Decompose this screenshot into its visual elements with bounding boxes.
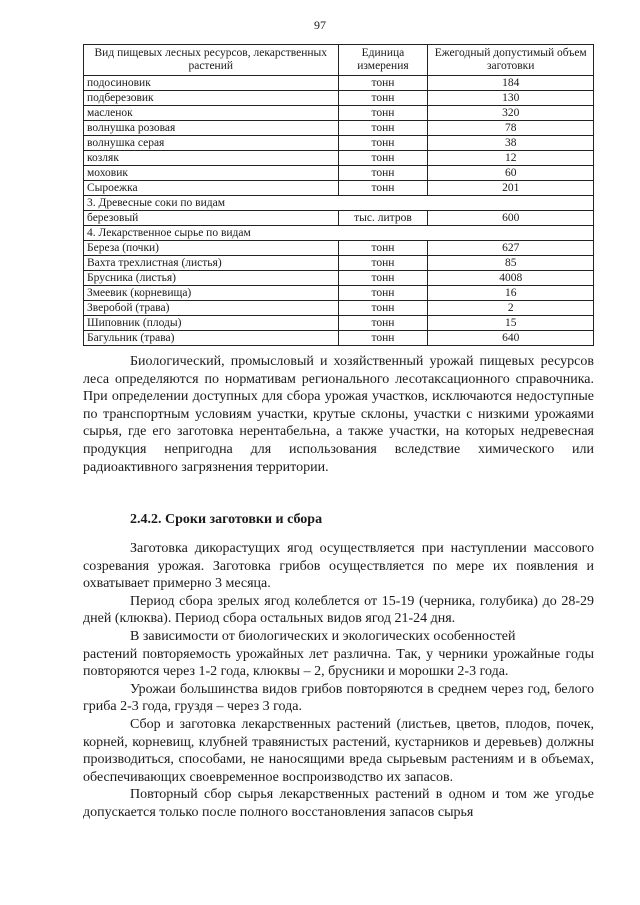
section-label: 4. Лекарственное сырье по видам <box>84 226 594 241</box>
volume-cell: 60 <box>428 166 594 181</box>
section-label: 3. Древесные соки по видам <box>84 196 594 211</box>
unit-cell: тонн <box>338 121 428 136</box>
paragraph: В зависимости от биологических и экологических особенностей <box>130 628 516 644</box>
volume-cell: 320 <box>428 106 594 121</box>
unit-cell: тонн <box>338 331 428 346</box>
table-row <box>84 211 594 226</box>
volume-cell: 640 <box>428 331 594 346</box>
unit-cell: тонн <box>338 181 428 196</box>
page-number: 97 <box>314 18 326 32</box>
paragraph: Повторный сбор сырья лекарственных растений в одном и том же угодье допускается только после полного восстановления запасов сырья <box>83 787 594 820</box>
volume-cell: 4008 <box>428 271 594 286</box>
table-row <box>84 256 594 271</box>
resource-name: подберезовик <box>84 91 339 106</box>
header-unit: Единица измерения <box>338 45 428 76</box>
volume-cell: 130 <box>428 91 594 106</box>
resource-name: подосиновик <box>84 76 339 91</box>
volume-cell: 85 <box>428 256 594 271</box>
paragraph-block-1 <box>83 353 594 476</box>
table-row <box>84 106 594 121</box>
table-section-row <box>84 226 594 241</box>
volume-cell: 627 <box>428 241 594 256</box>
unit-cell: тонн <box>338 166 428 181</box>
volume-cell: 38 <box>428 136 594 151</box>
resource-name: Зверобой (трава) <box>84 301 339 316</box>
resource-name: масленок <box>84 106 339 121</box>
resource-name: Сыроежка <box>84 181 339 196</box>
unit-cell: тонн <box>338 106 428 121</box>
paragraph: Сбор и заготовка лекарственных растений (листьев, цветов, плодов, почек, корней, корневищ, клубней травянистых растений, кустарников и деревьев) должны производиться, способами, не наносящими вреда сырьевым растениям и в объемах, обеспечивающих своевременное воспроизводство их запасов. <box>83 716 594 785</box>
table-row <box>84 271 594 286</box>
paragraph-block-2 <box>83 540 594 822</box>
table-header-row <box>84 45 594 76</box>
unit-cell: тонн <box>338 151 428 166</box>
resource-name: Багульник (трава) <box>84 331 339 346</box>
table-row <box>84 166 594 181</box>
unit-cell: тонн <box>338 91 428 106</box>
table-row <box>84 76 594 91</box>
volume-cell: 184 <box>428 76 594 91</box>
unit-cell: тонн <box>338 301 428 316</box>
unit-cell: тонн <box>338 256 428 271</box>
volume-cell: 2 <box>428 301 594 316</box>
resource-name: Шиповник (плоды) <box>84 316 339 331</box>
table-row <box>84 121 594 136</box>
unit-cell: тонн <box>338 271 428 286</box>
paragraph-yield: Биологический, промысловый и хозяйственный урожай пищевых ресурсов леса определяются по нормативам регионального лесотаксационного справочника. При определении доступных для сбора урожая участков, исключаются недоступные по транспортным условиям участки, крутые склоны, участки с низкими урожаями сырья, где его заготовка нерентабельна, а также участки, на которых недревесная продукция непригодна для использования вследствие химического или радиоактивного загрязнения территории. <box>83 354 594 475</box>
section-heading: 2.4.2. Сроки заготовки и сбора <box>130 512 323 527</box>
resources-table <box>83 44 594 346</box>
resource-name: волнушка серая <box>84 136 339 151</box>
table-row <box>84 316 594 331</box>
paragraph: Урожаи большинства видов грибов повторяются в среднем через год, белого гриба 2-3 года, груздя – через 3 года. <box>83 681 594 715</box>
unit-cell: тонн <box>338 241 428 256</box>
volume-cell: 201 <box>428 181 594 196</box>
unit-cell: тонн <box>338 76 428 91</box>
volume-cell: 15 <box>428 316 594 331</box>
resource-name: Змеевик (корневища) <box>84 286 339 301</box>
header-annual-volume: Ежегодный допустимый объем заготовки <box>428 45 594 76</box>
resource-name: Вахта трехлистная (листья) <box>84 256 339 271</box>
resource-name: березовый <box>84 211 339 226</box>
resource-name: козляк <box>84 151 339 166</box>
resource-name: Береза (почки) <box>84 241 339 256</box>
resource-name: моховик <box>84 166 339 181</box>
volume-cell: 600 <box>428 211 594 226</box>
table-row <box>84 91 594 106</box>
table-row <box>84 241 594 256</box>
table-row <box>84 151 594 166</box>
unit-cell: тонн <box>338 316 428 331</box>
table-row <box>84 301 594 316</box>
table-row <box>84 286 594 301</box>
volume-cell: 12 <box>428 151 594 166</box>
unit-cell: тыс. литров <box>338 211 428 226</box>
table-row <box>84 181 594 196</box>
table-row <box>84 331 594 346</box>
resource-name: волнушка розовая <box>84 121 339 136</box>
table-section-row <box>84 196 594 211</box>
unit-cell: тонн <box>338 136 428 151</box>
paragraph: Заготовка дикорастущих ягод осуществляется при наступлении массового созревания урожая. Заготовка грибов осуществляется по мере их появления и охватывает примерно 3 месяца. <box>83 541 594 592</box>
header-resource-type: Вид пищевых лесных ресурсов, лекарственных растений <box>84 45 339 76</box>
table-body <box>84 76 594 346</box>
table-row <box>84 136 594 151</box>
unit-cell: тонн <box>338 286 428 301</box>
volume-cell: 16 <box>428 286 594 301</box>
resource-name: Брусника (листья) <box>84 271 339 286</box>
paragraph: растений повторяемость урожайных лет различна. Так, у черники урожайные годы повторяются через 1-2 года, клюквы – 2, брусники и морошки 2-3 года. <box>83 646 594 680</box>
paragraph: Период сбора зрелых ягод колеблется от 15-19 (черника, голубика) до 28-29 дней (клюква). Период сбора остальных видов ягод 21-24 дня. <box>83 593 594 627</box>
volume-cell: 78 <box>428 121 594 136</box>
